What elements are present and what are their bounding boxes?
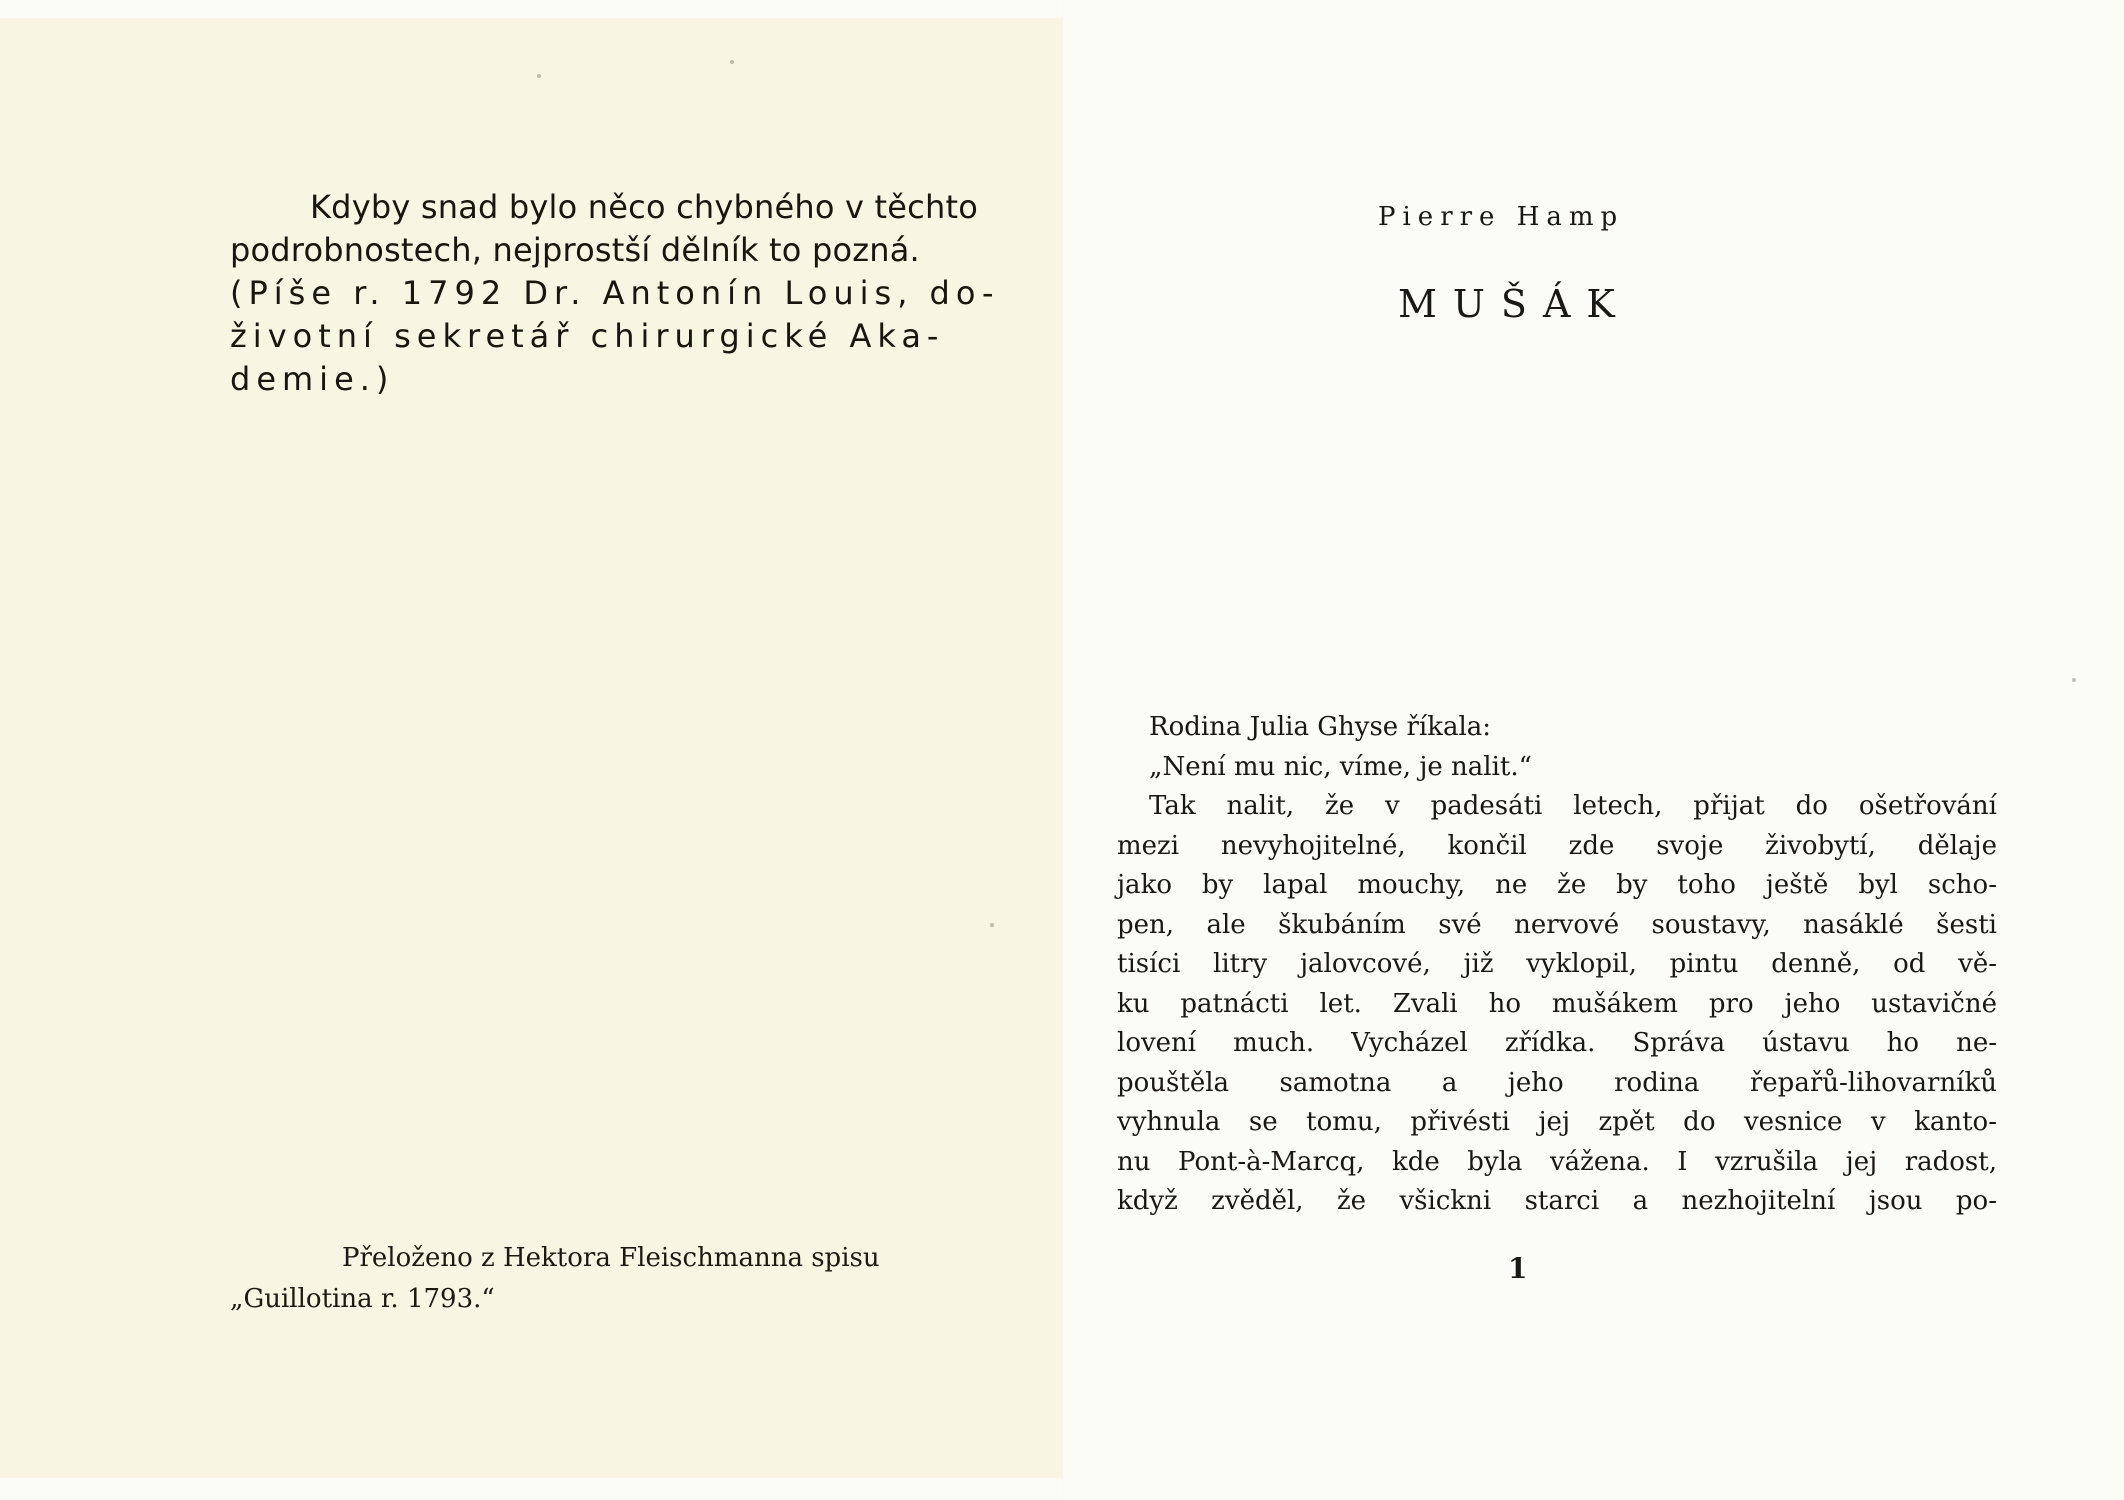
body-line: mezi nevyhojitelné, končil zde svoje živobytí, dělaje <box>1117 830 1997 861</box>
body-line: ku patnácti let. Zvali ho mušákem pro jeho ustavičné <box>1117 988 1997 1019</box>
body-line: pen, ale škubáním své nervové soustavy, nasáklé šesti <box>1117 909 1997 940</box>
body-line: Rodina Julia Ghyse říkala: <box>1149 712 1492 742</box>
epigraph-line: Kdyby snad bylo něco chybného v těchto <box>310 188 978 226</box>
paper-speck <box>537 74 541 78</box>
body-line: nu Pont-à-Marcq, kde byla vážena. I vzrušila jej radost, <box>1117 1146 1997 1177</box>
body-line: lovení much. Vycházel zřídka. Správa ústavu ho ne- <box>1117 1028 1997 1058</box>
body-line: „Není mu nic, víme, je nalit.“ <box>1149 751 1532 782</box>
paper-speck <box>2072 678 2076 682</box>
body-line: pouštěla samotna a jeho rodina řepařů-lihovarníků <box>1117 1067 1997 1098</box>
book-title: MUŠÁK <box>1398 282 1631 326</box>
translation-note-line: Přeloženo z Hektora Fleischmanna spisu <box>342 1243 880 1273</box>
body-text <box>1117 708 1997 1222</box>
body-line: když zvěděl, že všickni starci a nezhojitelní jsou po- <box>1117 1186 1997 1216</box>
paper-speck <box>730 60 734 64</box>
epigraph-line: životní sekretář chirurgické Aka- <box>230 317 945 355</box>
body-line: vyhnula se tomu, přivésti jej zpět do vesnice v kanto- <box>1117 1107 1997 1137</box>
page-number: 1 <box>1508 1252 1528 1285</box>
body-line: jako by lapal mouchy, ne že by toho ještě byl scho- <box>1117 870 1997 900</box>
author-name: Pierre Hamp <box>1378 202 1625 232</box>
epigraph-line: (Píše r. 1792 Dr. Antonín Louis, do- <box>230 274 1000 312</box>
left-page <box>0 18 1063 1478</box>
right-page <box>1063 0 2124 1500</box>
paper-speck <box>990 923 994 927</box>
body-line: Tak nalit, že v padesáti letech, přijat do ošetřování <box>1149 791 1997 821</box>
body-line: tisíci litry jalovcové, již vyklopil, pintu denně, od vě- <box>1117 949 1997 979</box>
epigraph-line: demie.) <box>230 360 395 398</box>
epigraph <box>230 186 1000 401</box>
translation-note <box>230 1238 990 1320</box>
translation-note-line: „Guillotina r. 1793.“ <box>230 1284 495 1314</box>
epigraph-line: podrobnostech, nejprostší dělník to pozná. <box>230 231 920 269</box>
